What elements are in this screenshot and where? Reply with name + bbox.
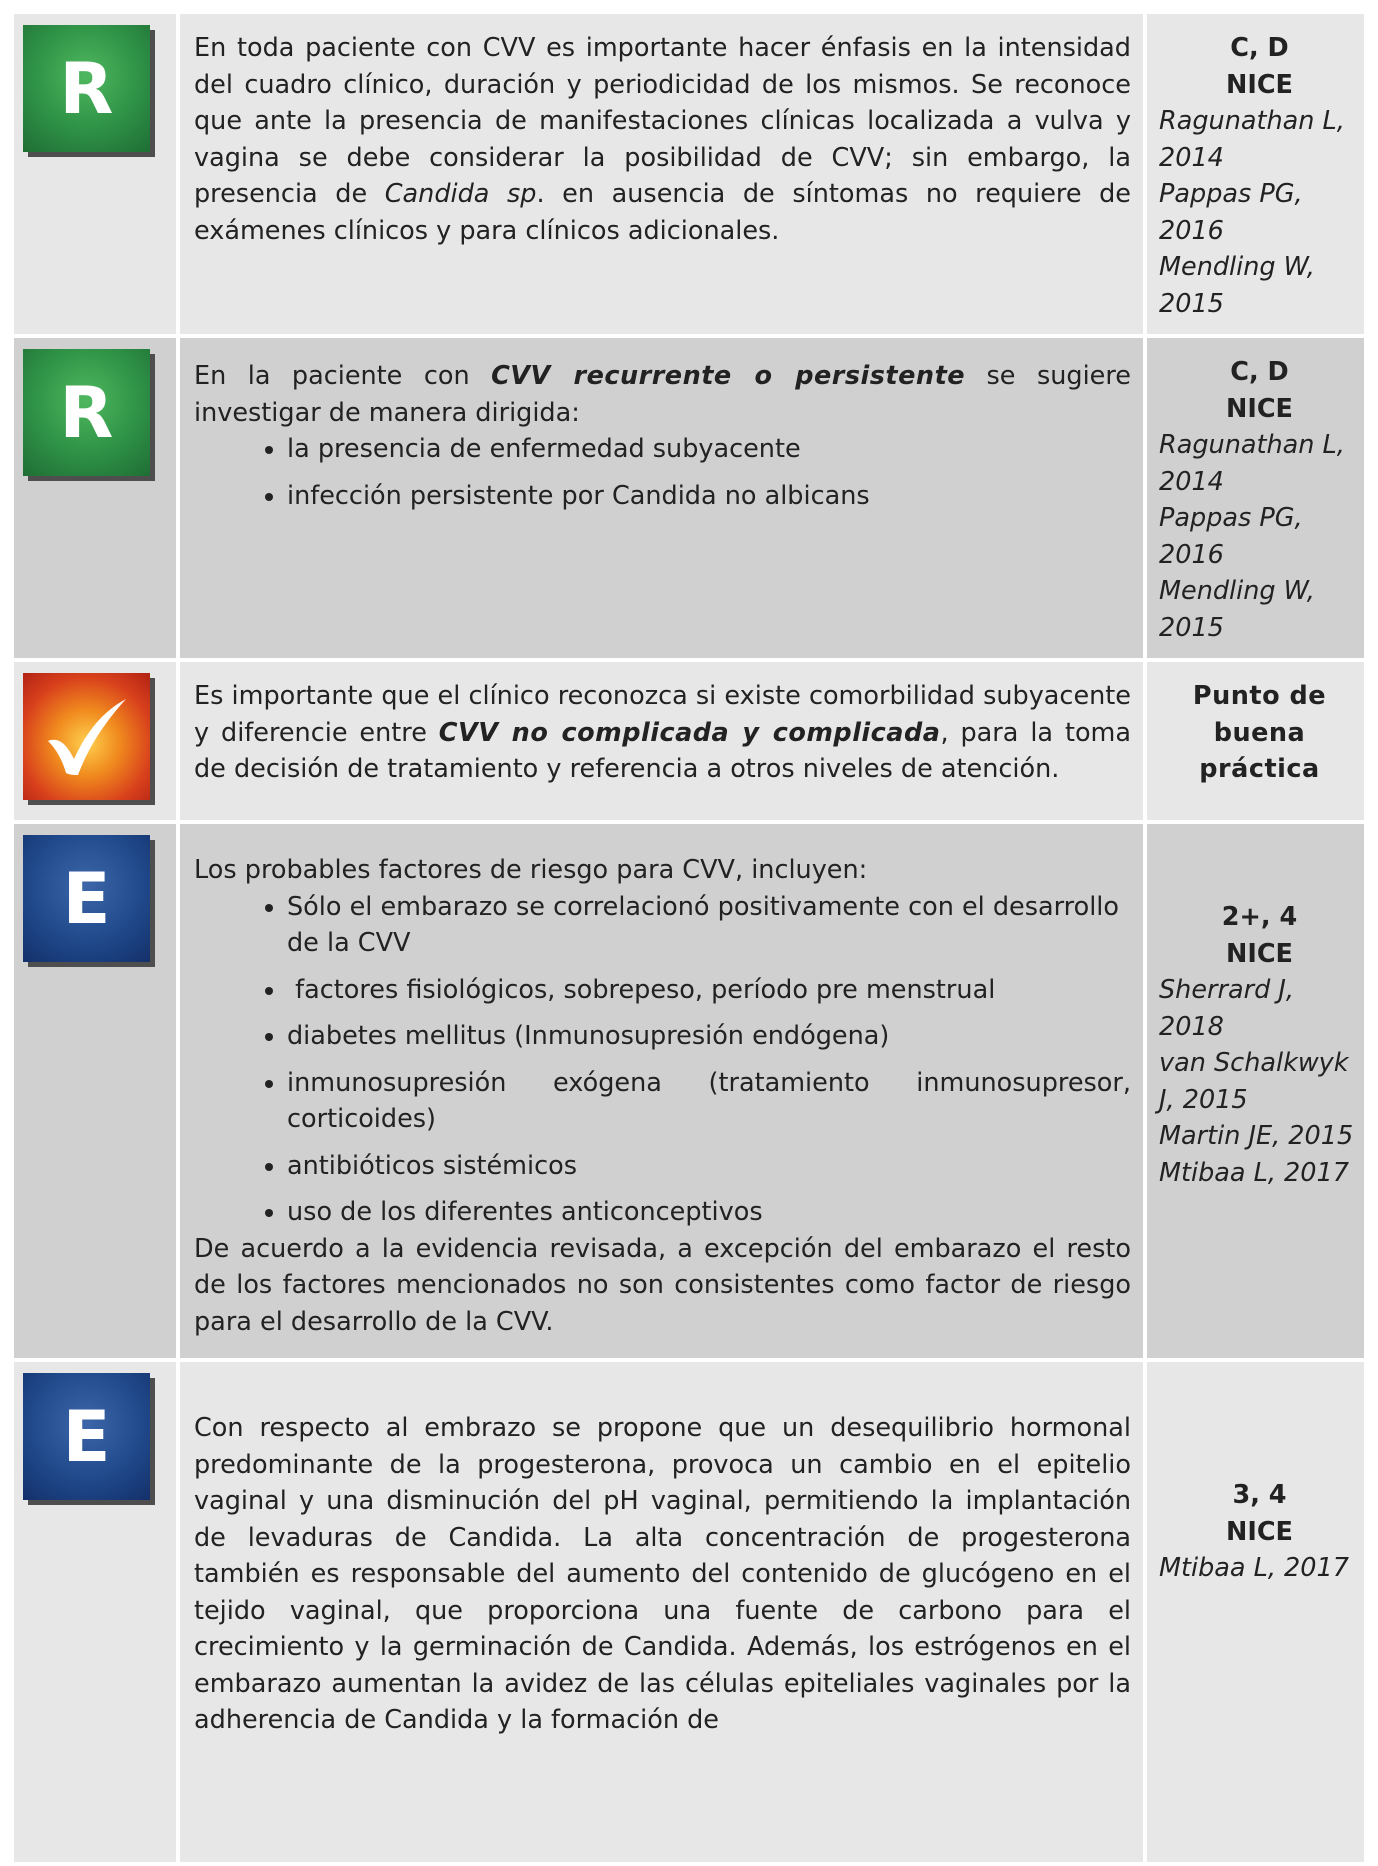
table-row: [14, 338, 1364, 658]
citation: Ragunathan L, 2014: [1159, 430, 1345, 497]
statement-closing: De acuerdo a la evidencia revisada, a excepción del embarazo el resto de los factores mencionados no son consistentes como factor de riesgo para el desarrollo de la CVV.: [194, 1233, 1131, 1337]
checkmark-icon: [23, 673, 150, 800]
table-row: [14, 824, 1364, 1358]
badge-cell: [14, 1362, 176, 1862]
list-item: • factores fisiológicos, sobrepeso, período pre menstrual: [287, 972, 1131, 1009]
table-row: [14, 662, 1364, 820]
reference-cell: [1147, 14, 1364, 334]
citation: Mendling W, 2015: [1159, 252, 1315, 319]
statement-cell: [180, 824, 1143, 1358]
citation: Pappas PG, 2016: [1159, 179, 1303, 246]
badge-cell: [14, 14, 176, 334]
citation: Ragunathan L, 2014: [1159, 106, 1345, 173]
evidence-scale: NICE: [1226, 69, 1293, 100]
statement-cell: [180, 1362, 1143, 1862]
badge-cell: [14, 338, 176, 658]
statement-text: Con respecto al embrazo se propone que un desequilibrio hormonal predominante de la progesterona, provoca un cambio en el epitelio vaginal y una disminución del pH vaginal, permitiendo la implantación de levaduras de Candida. La alta concentración de progesterona también es responsable del aumento del contenido de glucógeno en el tejido vaginal, que proporciona una fuente de carbono para el crecimiento y la germinación de Candida. Además, los estrógenos en el embarazo aumentan la avidez de las células epiteliales vaginales por la adherencia de Candida y la formación de: [194, 1413, 1131, 1735]
badge-cell: [14, 662, 176, 820]
table-row: [14, 14, 1364, 334]
list-item: • diabetes mellitus (Inmunosupresión endógena): [287, 1018, 1131, 1055]
evidence-level: C, D: [1230, 33, 1289, 63]
citation: Mtibaa L, 2017: [1159, 1157, 1349, 1188]
evidence-icon: E: [23, 835, 150, 962]
statement-cell: [180, 662, 1143, 820]
recommendation-icon: R: [23, 25, 150, 152]
table-row: [14, 1362, 1364, 1862]
list-item: • la presencia de enfermedad subyacente: [287, 431, 1131, 468]
statement-text: En la paciente con CVV recurrente o persistente se sugiere investigar de manera dirigida:: [194, 361, 1131, 428]
reference-cell: [1147, 338, 1364, 658]
good-practice-label: Punto de buena práctica: [1192, 681, 1327, 784]
bullet-list: [194, 889, 1131, 1231]
statement-text: En toda paciente con CVV es importante hacer énfasis en la intensidad del cuadro clínico, duración y periodicidad de los mismos. Se reconoce que ante la presencia de manifestaciones clínicas localizada a vulva y vagina se debe considerar la posibilidad de CVV; sin embargo, la presencia de Candida sp. en ausencia de síntomas no requiere de exámenes clínicos y para clínicos adicionales.: [194, 33, 1131, 246]
evidence-level: 3, 4: [1232, 1480, 1287, 1510]
evidence-scale: NICE: [1226, 938, 1293, 969]
recommendation-icon: R: [23, 349, 150, 476]
evidence-recommendation-table: [10, 10, 1368, 1866]
list-item: • infección persistente por Candida no albicans: [287, 478, 1131, 515]
badge-cell: [14, 824, 176, 1358]
bullet-list: [194, 431, 1131, 514]
list-item: • antibióticos sistémicos: [287, 1148, 1131, 1185]
list-item: • inmunosupresión exógena (tratamiento inmunosupresor, corticoides): [287, 1065, 1131, 1138]
citation: Sherrard J, 2018: [1159, 975, 1295, 1042]
statement-intro: Los probables factores de riesgo para CVV, incluyen:: [194, 855, 868, 885]
citation: Mendling W, 2015: [1159, 576, 1315, 643]
citation: van Schalkwyk J, 2015: [1159, 1048, 1349, 1115]
reference-cell: [1147, 662, 1364, 820]
citation: Mtibaa L, 2017: [1159, 1553, 1349, 1583]
evidence-icon: E: [23, 1373, 150, 1500]
evidence-scale: NICE: [1226, 1516, 1293, 1547]
statement-cell: [180, 338, 1143, 658]
reference-cell: [1147, 824, 1364, 1358]
evidence-level: C, D: [1230, 357, 1289, 387]
evidence-scale: NICE: [1226, 393, 1293, 424]
statement-cell: [180, 14, 1143, 334]
citation: Pappas PG, 2016: [1159, 503, 1303, 570]
list-item: • uso de los diferentes anticonceptivos: [287, 1194, 1131, 1231]
list-item: • Sólo el embarazo se correlacionó positivamente con el desarrollo de la CVV: [287, 889, 1131, 962]
statement-text: Es importante que el clínico reconozca si existe comorbilidad subyacente y diferencie entre CVV no complicada y complicada, para la toma de decisión de tratamiento y referencia a otros niveles de atención.: [194, 681, 1132, 784]
citation: Martin JE, 2015: [1159, 1121, 1354, 1151]
checkmark-glyph: [44, 697, 130, 777]
evidence-level: 2+, 4: [1221, 902, 1298, 932]
reference-cell: [1147, 1362, 1364, 1862]
